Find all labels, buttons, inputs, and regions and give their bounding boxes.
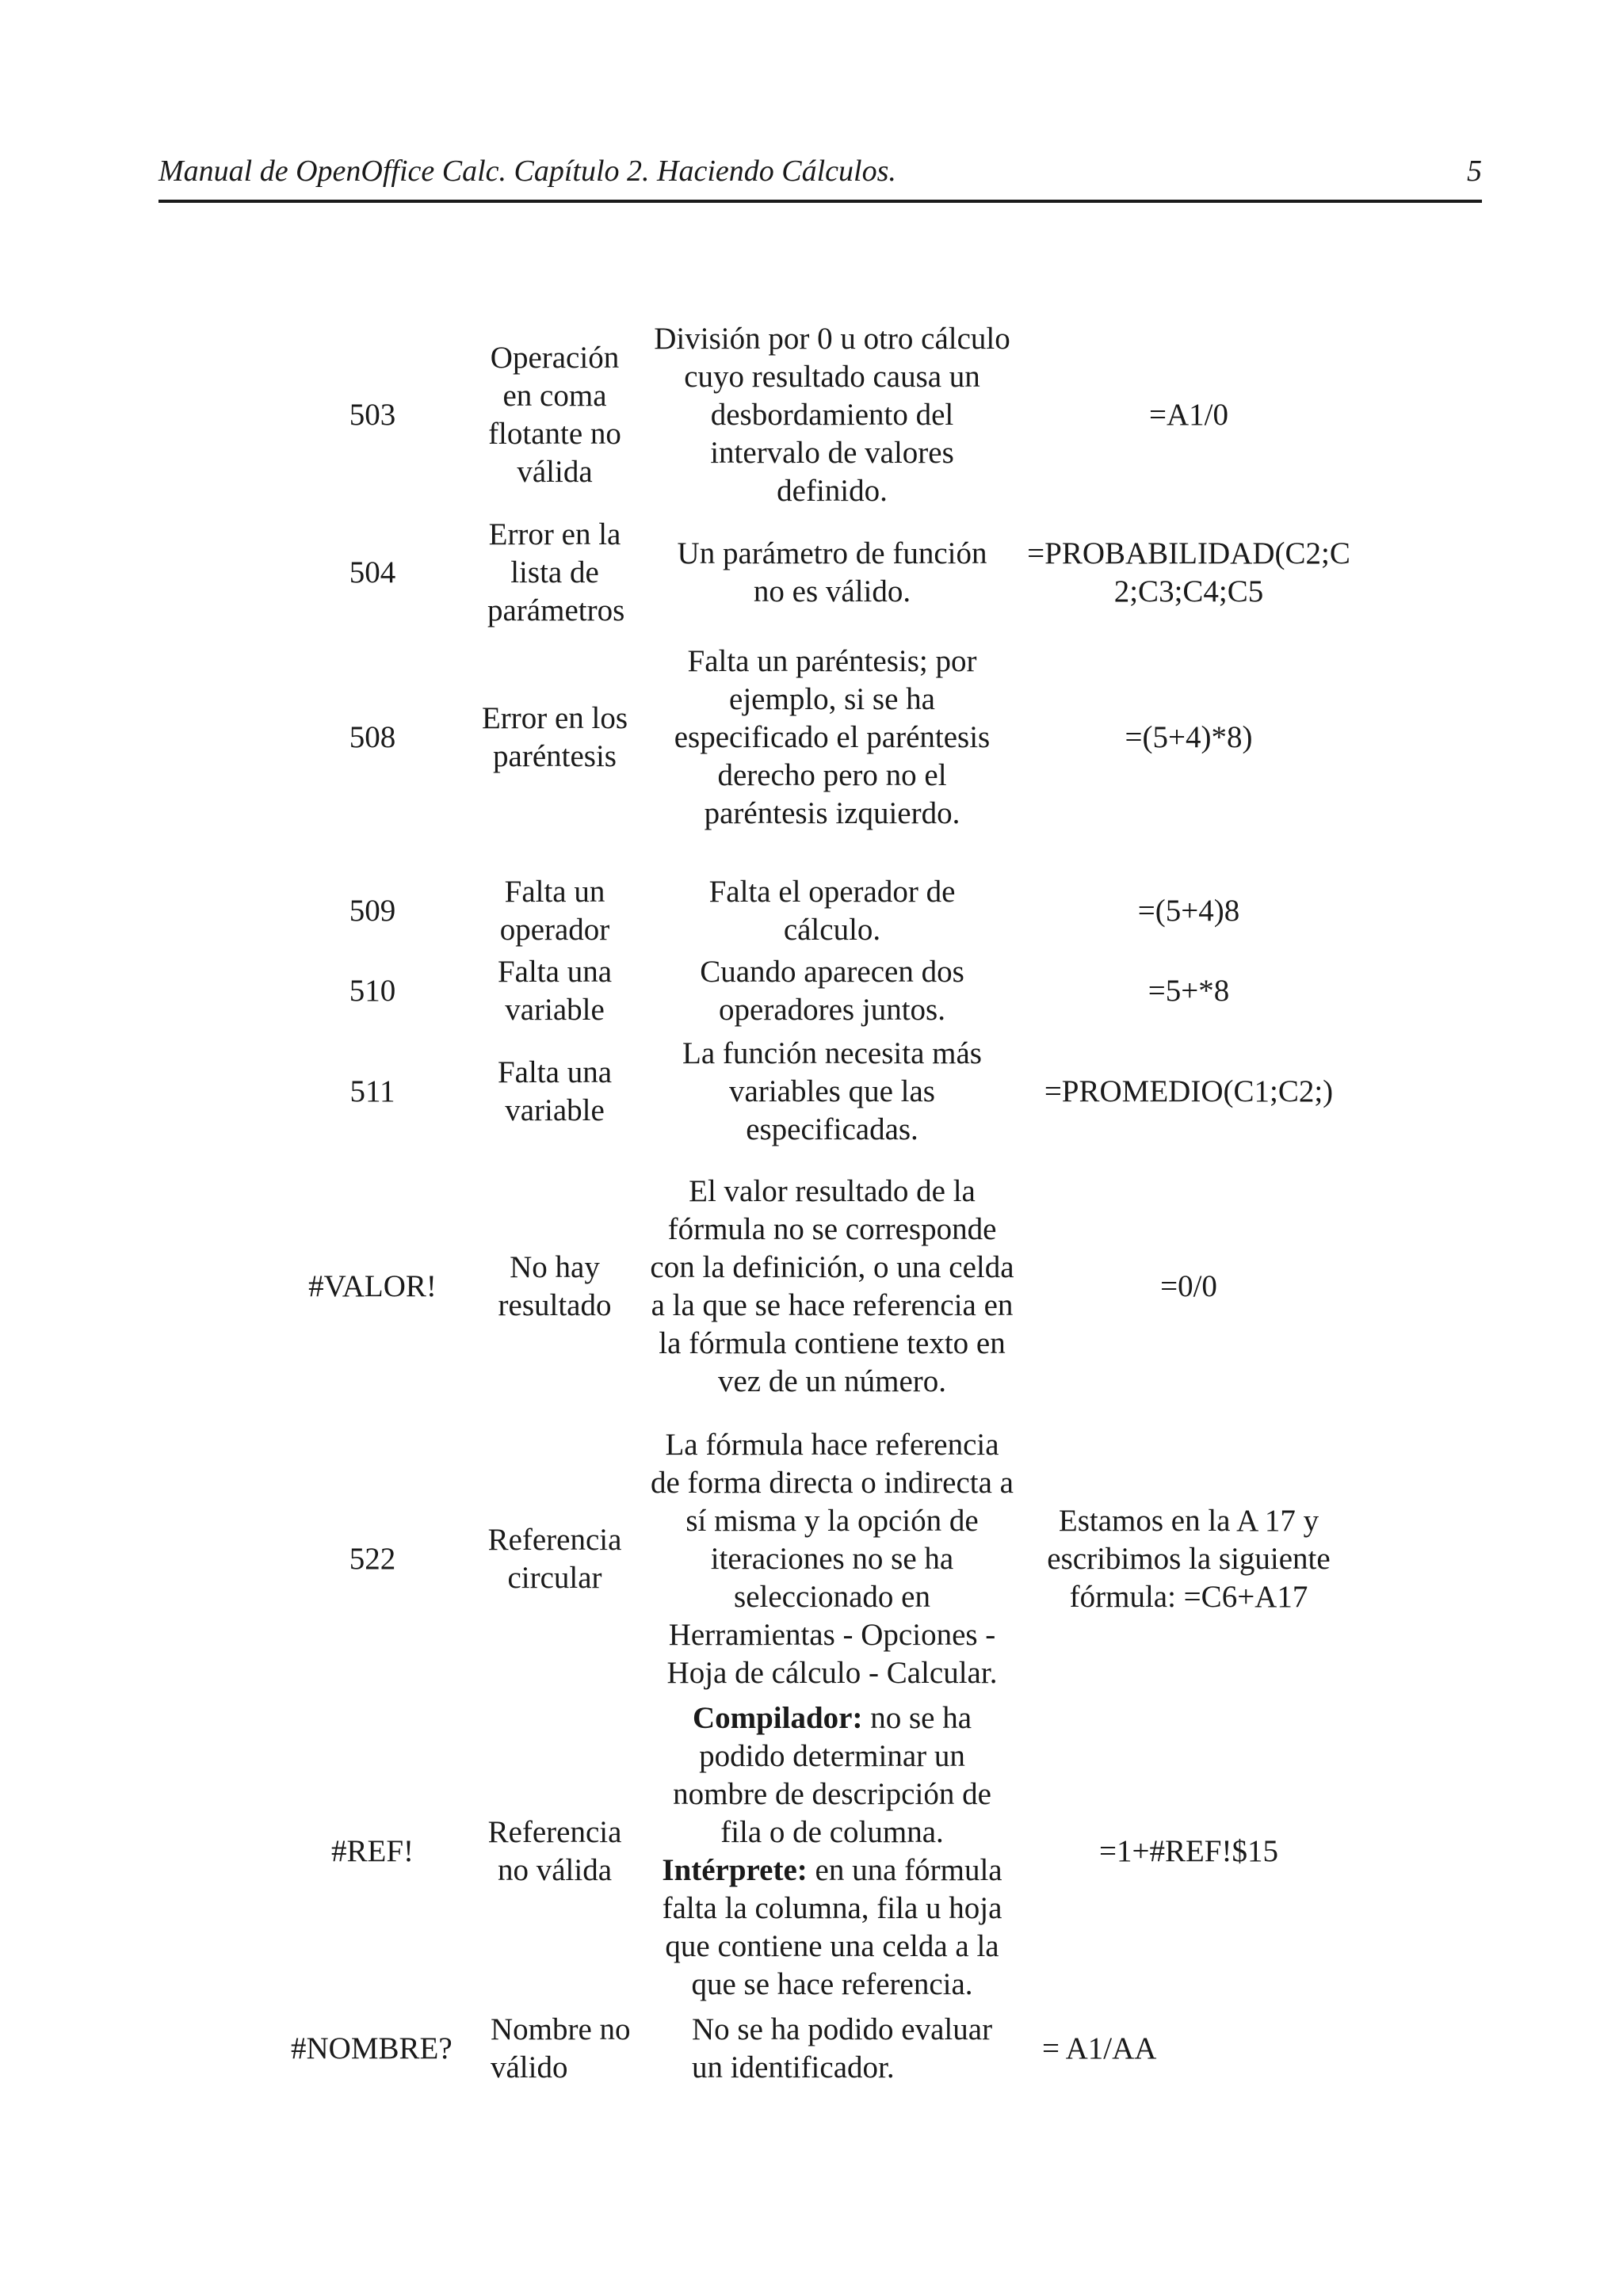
error-code: 522	[349, 1542, 396, 1576]
error-example: =5+*8	[1148, 974, 1230, 1008]
error-description: La función necesita más variables que las especificadas.	[682, 1036, 982, 1146]
error-example: = A1/AA	[1042, 2031, 1157, 2065]
error-example: =0/0	[1160, 1269, 1217, 1303]
interpreter-term: Intérprete:	[662, 1853, 808, 1887]
error-description: Falta el operador de cálculo.	[708, 875, 956, 947]
error-name: Referencia circular	[487, 1523, 622, 1595]
table-row	[281, 841, 1359, 949]
error-name: Error en la lista de parámetros	[487, 517, 625, 627]
error-name: Referencia no válida	[487, 1815, 622, 1887]
error-description: División por 0 u otro cálculo cuyo resultado causa un desbordamiento del intervalo de valores definido.	[654, 322, 1010, 508]
error-code: 509	[349, 894, 396, 928]
error-example: =1+#REF!$15	[1098, 1834, 1278, 1868]
table-row	[281, 949, 1359, 1033]
error-code: 504	[349, 555, 396, 589]
error-description: El valor resultado de la fórmula no se corresponde con la definición, o una celda a la que se hace referencia en la fórmula contiene texto en vez de un número.	[650, 1174, 1014, 1398]
error-name: No hay resultado	[498, 1250, 612, 1322]
compiler-text: no se ha podido determinar un nombre de descripción de fila o de columna.	[673, 1701, 991, 1849]
error-name: Nombre no válido	[491, 2012, 631, 2084]
error-description: Cuando aparecen dos operadores juntos.	[700, 955, 964, 1027]
table-row	[281, 318, 1359, 512]
error-code: 511	[349, 1074, 395, 1108]
error-name: Falta una variable	[497, 1055, 613, 1127]
header-title: Manual de OpenOffice Calc. Capítulo 2. Haciendo Cálculos.	[158, 154, 896, 188]
error-description: Falta un paréntesis; por ejemplo, si se ha especificado el paréntesis derecho pero no el paréntesis izquierdo.	[674, 644, 991, 830]
table-row	[281, 1150, 1359, 1423]
error-example: =(5+4)8	[1137, 894, 1240, 928]
table-row	[281, 1033, 1359, 1150]
error-description: La fórmula hace referencia de forma directa o indirecta a sí misma y la opción de iteraciones no se ha seleccionado en Herramientas - Opciones - Hoja de cálculo - Calcular.	[650, 1428, 1014, 1690]
table-row	[281, 512, 1359, 634]
page-number: 5	[1467, 154, 1482, 188]
error-description: No se ha podido evaluar un identificador.	[692, 2012, 993, 2084]
table-row	[281, 1423, 1359, 1695]
page-header	[158, 152, 1482, 203]
error-name: Error en los paréntesis	[481, 701, 628, 773]
error-name: Falta una variable	[497, 955, 613, 1027]
error-name: Falta un operador	[499, 875, 610, 947]
error-example: =PROMEDIO(C1;C2;)	[1044, 1074, 1334, 1108]
interpreter-text: en una fórmula falta la columna, fila u hoja que contiene una celda a la que se hace referencia.	[662, 1853, 1002, 2001]
table-row	[281, 634, 1359, 841]
error-code: 510	[349, 974, 396, 1008]
error-example: =(5+4)*8)	[1125, 720, 1253, 754]
error-code: 508	[349, 720, 396, 754]
error-example: Estamos en la A 17 y escribimos la siguiente fórmula: =C6+A17	[1047, 1504, 1331, 1614]
error-example: =PROBABILIDAD(C2;C2;C3;C4;C5	[1027, 536, 1350, 608]
error-code: #NOMBRE?	[291, 2031, 453, 2065]
table-row	[281, 2008, 1359, 2090]
error-codes-table	[281, 318, 1359, 2090]
error-description: Un parámetro de función no es válido.	[677, 536, 987, 608]
error-code: #REF!	[330, 1834, 414, 1868]
table-row	[281, 1695, 1359, 2008]
error-code: #VALOR!	[308, 1269, 437, 1303]
error-code: 503	[349, 398, 396, 432]
error-example: =A1/0	[1149, 398, 1228, 432]
error-description	[646, 1695, 1018, 2008]
error-name: Operación en coma flotante no válida	[488, 341, 621, 489]
compiler-term: Compilador:	[692, 1701, 863, 1735]
